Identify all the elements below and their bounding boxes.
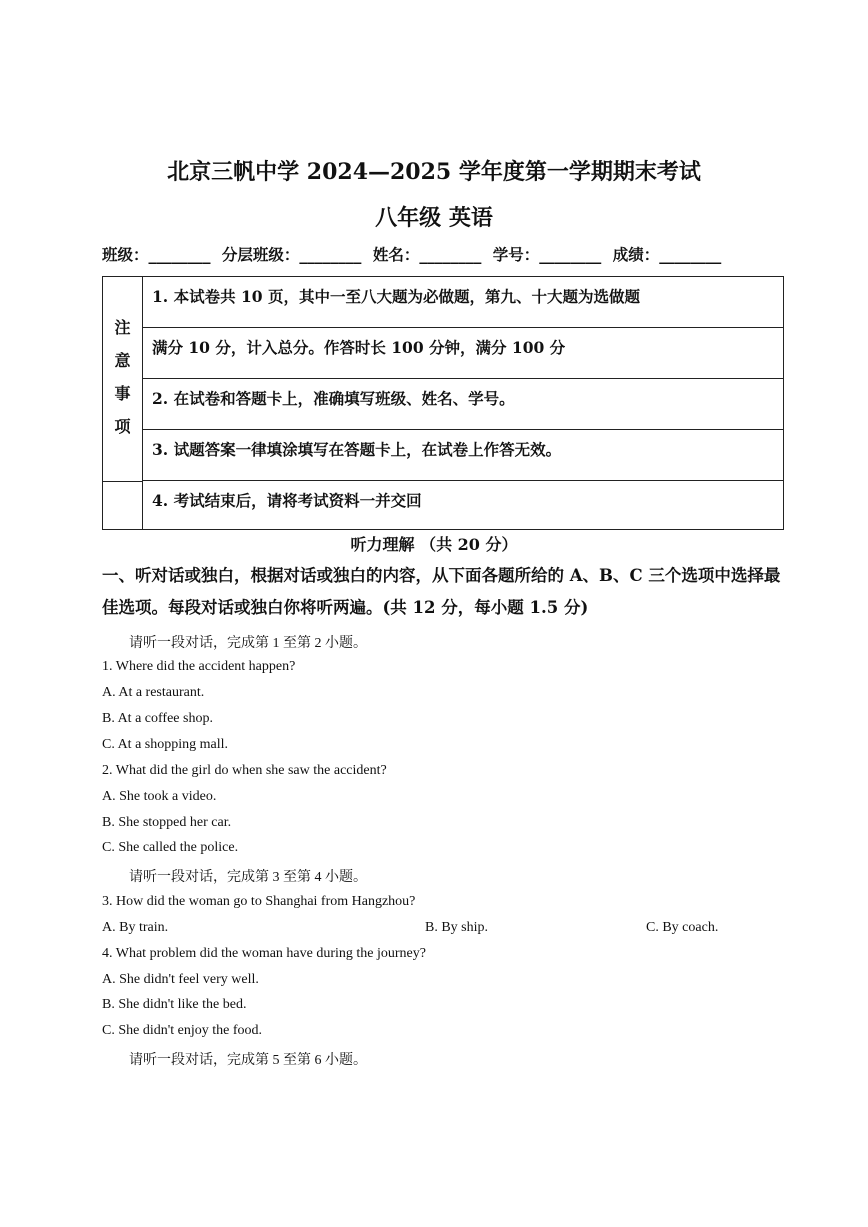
option: C. She didn't enjoy the food.: [102, 1023, 263, 1038]
listening-prompt: 请听一段对话，完成第 3 至第 4 小题。: [129, 870, 367, 885]
option: A. By train.: [102, 920, 169, 935]
option: B. By ship.: [425, 920, 489, 935]
exam-subtitle: 八年级 英语: [375, 205, 493, 231]
notice-item: 3. 试题答案一律填涂填写在答题卡上，在试卷上作答无效。: [143, 430, 784, 481]
option: B. She stopped her car.: [102, 815, 232, 830]
exam-title: 北京三帆中学 2024—2025 学年度第一学期期末考试: [167, 159, 701, 185]
option: A. She didn't feel very well.: [102, 972, 259, 987]
notice-label-char: 项: [114, 417, 131, 436]
notice-label-char: 注: [114, 318, 131, 337]
option: A. She took a video.: [102, 789, 217, 804]
option: C. By coach.: [646, 920, 719, 935]
tier-class-field: 分层班级：________: [221, 245, 362, 264]
part-instruction: 一、听对话或独白，根据对话或独白的内容，从下面各题所给的 A、B、C 三个选项中选择最佳选项。每段对话或独白你将听两遍。(共 12 分，每小题 1.5 分): [102, 566, 781, 617]
notice-empty-cell: [103, 481, 143, 530]
notice-label-cell: [103, 277, 143, 481]
notice-table: [102, 276, 784, 530]
notice-label: [103, 311, 142, 443]
class-field: 班级：________: [102, 245, 211, 264]
question: 1. Where did the accident happen?: [102, 659, 296, 674]
question: 2. What did the girl do when she saw the accident?: [102, 763, 387, 778]
section-title: 听力理解 （共 20 分）: [350, 535, 518, 554]
listening-prompt: 请听一段对话，完成第 5 至第 6 小题。: [129, 1053, 367, 1068]
notice-item: 4. 考试结束后，请将考试资料一并交回: [152, 491, 422, 510]
score-field: 成绩：________: [612, 245, 722, 264]
name-field: 姓名：________: [372, 245, 482, 264]
option-row: [102, 920, 782, 936]
notice-label-char: 事: [114, 384, 131, 403]
option: C. She called the police.: [102, 840, 239, 855]
listening-prompt: 请听一段对话，完成第 1 至第 2 小题。: [129, 636, 367, 651]
student-id-field: 学号：________: [492, 245, 602, 264]
student-info-line: [102, 243, 727, 265]
question: 4. What problem did the woman have during the journey?: [102, 946, 426, 961]
question: 3. How did the woman go to Shanghai from Hangzhou?: [102, 894, 416, 909]
notice-item: 2. 在试卷和答题卡上，准确填写班级、姓名、学号。: [143, 379, 784, 430]
option: B. At a coffee shop.: [102, 711, 213, 726]
option: B. She didn't like the bed.: [102, 997, 247, 1012]
option: C. At a shopping mall.: [102, 737, 228, 752]
notice-label-char: 意: [114, 351, 131, 370]
option: A. At a restaurant.: [102, 685, 205, 700]
notice-item: 1. 本试卷共 10 页，其中一至八大题为必做题，第九、十大题为选做题: [143, 277, 784, 328]
notice-item: 满分 10 分，计入总分。作答时长 100 分钟，满分 100 分: [143, 328, 784, 379]
